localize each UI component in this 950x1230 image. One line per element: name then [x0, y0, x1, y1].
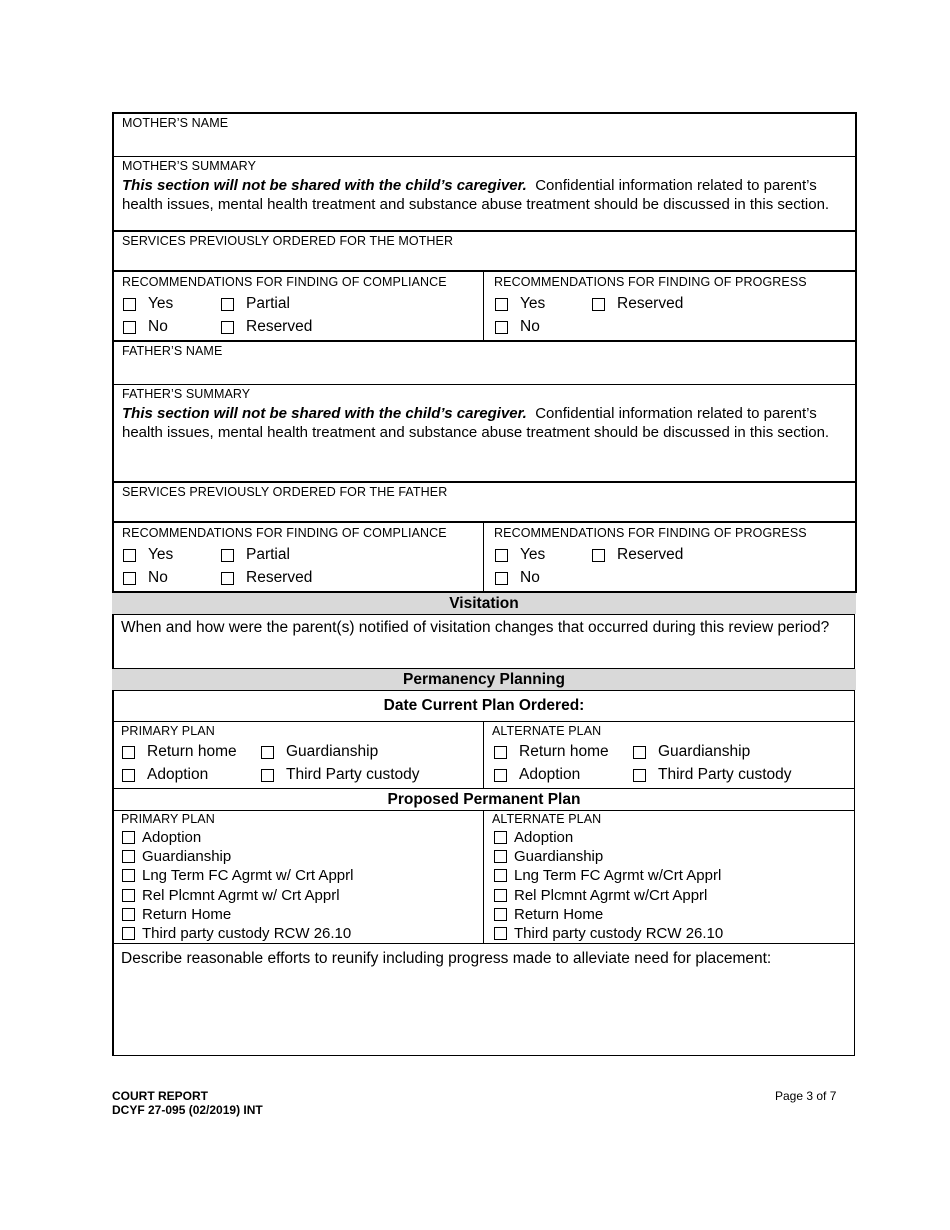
border	[855, 112, 857, 592]
proposed-alternate-third-party[interactable]: Third party custody RCW 26.10	[494, 925, 723, 942]
father-compliance-no[interactable]: No	[123, 569, 168, 587]
checkbox[interactable]	[122, 927, 135, 940]
proposed-plan-heading: Proposed Permanent Plan	[387, 791, 581, 808]
mother-compliance-label: RECOMMENDATIONS FOR FINDING OF COMPLIANCE	[122, 275, 447, 289]
checkbox[interactable]	[495, 572, 508, 585]
proposed-primary-lng-term-fc[interactable]: Lng Term FC Agrmt w/ Crt Apprl	[122, 867, 353, 884]
border	[112, 1055, 855, 1056]
current-alternate-adoption[interactable]: Adoption	[494, 766, 580, 784]
mother-compliance-partial[interactable]: Partial	[221, 295, 290, 313]
mother-services-label: SERVICES PREVIOUSLY ORDERED FOR THE MOTHER	[122, 234, 454, 248]
checkbox[interactable]	[122, 746, 135, 759]
efforts-answer-field[interactable]	[114, 970, 854, 1054]
proposed-primary-rel-plcmnt[interactable]: Rel Plcmnt Agrmt w/ Crt Apprl	[122, 887, 340, 904]
proposed-alternate-rel-plcmnt[interactable]: Rel Plcmnt Agrmt w/Crt Apprl	[494, 887, 707, 904]
checkbox[interactable]	[495, 549, 508, 562]
mother-progress-reserved[interactable]: Reserved	[592, 295, 683, 313]
checkbox[interactable]	[122, 831, 135, 844]
father-services-label: SERVICES PREVIOUSLY ORDERED FOR THE FATHER	[122, 485, 448, 499]
divider	[112, 270, 857, 272]
divider	[112, 943, 855, 944]
proposed-primary-third-party[interactable]: Third party custody RCW 26.10	[122, 925, 351, 942]
father-compliance-reserved[interactable]: Reserved	[221, 569, 312, 587]
mother-services-field[interactable]	[114, 250, 854, 270]
border	[854, 592, 855, 1056]
checkbox[interactable]	[123, 572, 136, 585]
column-divider	[483, 811, 484, 943]
checkbox[interactable]	[494, 889, 507, 902]
proposed-primary-label: PRIMARY PLAN	[121, 812, 215, 826]
fathers-name-field[interactable]	[114, 358, 854, 384]
fathers-name-label: FATHER’S NAME	[122, 344, 223, 358]
checkbox[interactable]	[592, 298, 605, 311]
checkbox[interactable]	[495, 298, 508, 311]
mother-progress-no[interactable]: No	[495, 318, 540, 336]
proposed-alternate-lng-term-fc[interactable]: Lng Term FC Agrmt w/Crt Apprl	[494, 867, 721, 884]
checkbox[interactable]	[633, 746, 646, 759]
column-divider	[483, 523, 484, 591]
checkbox[interactable]	[495, 321, 508, 334]
checkbox[interactable]	[494, 927, 507, 940]
summary-notice-bold: This section will not be shared with the child’s caregiver.	[122, 405, 527, 422]
current-primary-adoption[interactable]: Adoption	[122, 766, 208, 784]
checkbox[interactable]	[494, 908, 507, 921]
divider	[112, 521, 857, 523]
father-progress-no[interactable]: No	[495, 569, 540, 587]
fathers-summary-notice	[122, 405, 850, 442]
mother-compliance-no[interactable]: No	[123, 318, 168, 336]
form-title: COURT REPORT	[112, 1089, 208, 1103]
visitation-question: When and how were the parent(s) notified of visitation changes that occurred during this review period?	[121, 619, 830, 636]
checkbox[interactable]	[494, 746, 507, 759]
checkbox[interactable]	[122, 908, 135, 921]
checkbox[interactable]	[494, 769, 507, 782]
divider	[112, 614, 855, 615]
date-current-plan-label: Date Current Plan Ordered:	[383, 697, 585, 714]
checkbox[interactable]	[221, 321, 234, 334]
checkbox[interactable]	[122, 869, 135, 882]
current-alternate-third-party[interactable]: Third Party custody	[633, 766, 792, 784]
father-compliance-yes[interactable]: Yes	[123, 546, 173, 564]
checkbox[interactable]	[122, 769, 135, 782]
father-progress-reserved[interactable]: Reserved	[592, 546, 683, 564]
current-alternate-guardianship[interactable]: Guardianship	[633, 743, 750, 761]
father-progress-yes[interactable]: Yes	[495, 546, 545, 564]
proposed-alternate-label: ALTERNATE PLAN	[492, 812, 602, 826]
proposed-alternate-guardianship[interactable]: Guardianship	[494, 848, 603, 865]
mother-progress-yes[interactable]: Yes	[495, 295, 545, 313]
father-compliance-label: RECOMMENDATIONS FOR FINDING OF COMPLIANCE	[122, 526, 447, 540]
checkbox[interactable]	[261, 769, 274, 782]
border	[112, 112, 857, 114]
father-progress-label: RECOMMENDATIONS FOR FINDING OF PROGRESS	[494, 526, 807, 540]
mothers-summary-label: MOTHER’S SUMMARY	[122, 159, 257, 173]
current-primary-return-home[interactable]: Return home	[122, 743, 237, 761]
page-number: Page 3 of 7	[775, 1089, 837, 1103]
checkbox[interactable]	[633, 769, 646, 782]
proposed-alternate-return-home[interactable]: Return Home	[494, 906, 603, 923]
checkbox[interactable]	[123, 549, 136, 562]
checkbox[interactable]	[494, 850, 507, 863]
current-primary-third-party[interactable]: Third Party custody	[261, 766, 420, 784]
mother-progress-label: RECOMMENDATIONS FOR FINDING OF PROGRESS	[494, 275, 807, 289]
proposed-alternate-adoption[interactable]: Adoption	[494, 829, 573, 846]
current-alternate-label: ALTERNATE PLAN	[492, 724, 602, 738]
checkbox[interactable]	[494, 869, 507, 882]
checkbox[interactable]	[221, 298, 234, 311]
divider	[112, 481, 857, 483]
divider	[112, 788, 855, 789]
divider	[112, 690, 855, 691]
summary-notice-text: Confidential information related to parent’s health issues, mental health treatment and substance abuse treatment should be discussed in this section.	[122, 177, 830, 213]
proposed-primary-guardianship[interactable]: Guardianship	[122, 848, 231, 865]
mothers-name-field[interactable]	[114, 130, 854, 156]
permanency-heading: Permanency Planning	[112, 669, 856, 690]
checkbox[interactable]	[123, 298, 136, 311]
mothers-summary-notice	[122, 177, 850, 214]
father-compliance-partial[interactable]: Partial	[221, 546, 290, 564]
summary-notice-bold: This section will not be shared with the child’s caregiver.	[122, 177, 527, 194]
visitation-answer-field[interactable]	[114, 640, 854, 668]
column-divider	[483, 722, 484, 788]
divider	[112, 384, 857, 385]
column-divider	[483, 272, 484, 340]
checkbox[interactable]	[123, 321, 136, 334]
current-alternate-return-home[interactable]: Return home	[494, 743, 609, 761]
divider	[112, 156, 857, 157]
checkbox[interactable]	[221, 549, 234, 562]
checkbox[interactable]	[592, 549, 605, 562]
summary-notice-text: Confidential information related to parent’s health issues, mental health treatment and substance abuse treatment should be discussed in this section.	[122, 405, 830, 441]
efforts-prompt: Describe reasonable efforts to reunify including progress made to alleviate need for placement:	[121, 950, 772, 967]
proposed-primary-return-home[interactable]: Return Home	[122, 906, 231, 923]
visitation-heading: Visitation	[112, 593, 856, 614]
form-number: DCYF 27-095 (02/2019) INT	[112, 1103, 263, 1117]
fathers-summary-label: FATHER’S SUMMARY	[122, 387, 251, 401]
checkbox[interactable]	[221, 572, 234, 585]
mother-compliance-reserved[interactable]: Reserved	[221, 318, 312, 336]
father-services-field[interactable]	[114, 501, 854, 521]
current-primary-label: PRIMARY PLAN	[121, 724, 215, 738]
checkbox[interactable]	[122, 850, 135, 863]
proposed-primary-adoption[interactable]: Adoption	[122, 829, 201, 846]
divider	[112, 230, 857, 232]
checkbox[interactable]	[122, 889, 135, 902]
checkbox[interactable]	[261, 746, 274, 759]
mother-compliance-yes[interactable]: Yes	[123, 295, 173, 313]
footer-form-id	[112, 1089, 263, 1117]
checkbox[interactable]	[494, 831, 507, 844]
mothers-name-label: MOTHER’S NAME	[122, 116, 229, 130]
divider	[112, 340, 857, 342]
current-primary-guardianship[interactable]: Guardianship	[261, 743, 378, 761]
